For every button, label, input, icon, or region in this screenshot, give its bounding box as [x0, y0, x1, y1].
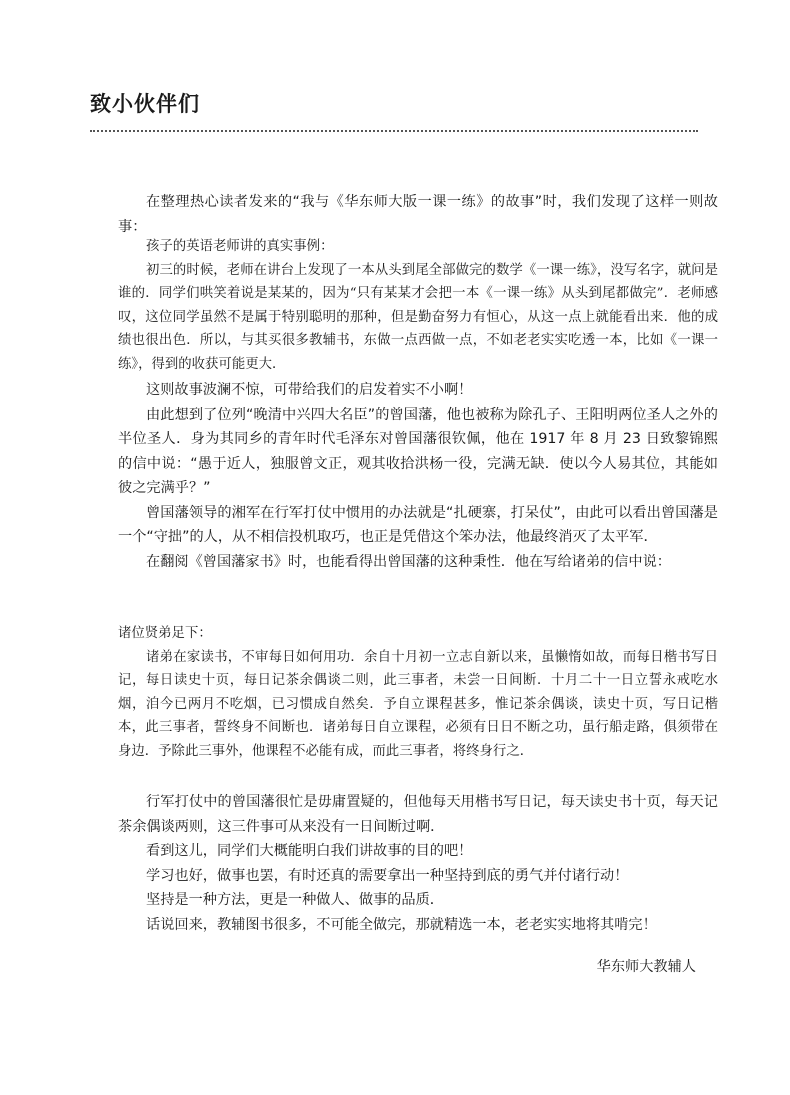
paragraph-persistence: 坚持是一种方法，更是一种做人、做事的品质． — [146, 892, 444, 908]
paragraph-family-letters: 在翻阅《曾国藩家书》时，也能看得出曾国藩的这种秉性．他在写给诸弟的信中说： — [146, 553, 671, 570]
page-title: 致小伙伴们 — [90, 92, 200, 116]
paragraph-zeng-guofan: 由此想到了位列“晚清中兴四大名臣”的曾国藩，他也被称为除孔子、王阳明两位圣人之外的半位圣人．身为其同乡的青年时代毛泽东对曾国藩很钦佩，他在 1917 年 8 月 23 日致黎锦熙的信中说：“愚于近人，独服曾文正，观其收拾洪杨一役，完满无缺．使以今人易其位，其能如彼之完满乎？” — [118, 406, 718, 496]
reader-story-quote — [118, 235, 718, 376]
paragraph-reflection: 这则故事波澜不惊，可带给我们的启发着实不小啊！ — [146, 382, 473, 398]
letter-body: 诸弟在家读书，不审每日如何用功．余自十月初一立志自新以来，虽懒惰如故，而每日楷书写日记，每日读史十页，每日记茶余偶谈二则，此三事者，未尝一日间断．十月二十一日立誓永戒吃水烟，洎今已两月不吃烟，已习惯成自然矣．予自立课程甚多，惟记茶余偶谈，读史十页，写日记楷本，此三事者，誓终身不间断也．诸弟每日自立课程，必须有日日不断之功，虽行船走路，俱须带在身边．予除此三事外，他课程不必能有成，而此三事者，将终身行之． — [118, 649, 718, 759]
intro-paragraph: 在整理热心读者发来的“我与《华东师大版一课一练》的故事”时，我们发现了这样一则故事： — [118, 194, 718, 235]
commentary-block-2 — [118, 790, 718, 937]
story-body: 初三的时候，老师在讲台上发现了一本从头到尾全部做完的数学《一课一练》，没写名字，就问是谁的．同学们哄笑着说是某某的，因为“只有某某才会把一本《一课一练》从头到尾都做完”．老师感叹，这位同学虽然不是属于特别聪明的那种，但是勤奋努力有恒心，从这一点上就能看出来．他的成绩也很出色．所以，与其买很多教辅书，东做一点西做一点，不如老老实实吃透一本，比如《一课一练》，得到的收获可能更大． — [118, 262, 718, 372]
dotted-divider — [90, 130, 698, 132]
signature: 华东师大教辅人 — [596, 959, 696, 975]
paragraph-purpose: 看到这儿，同学们大概能明白我们讲故事的目的吧！ — [146, 843, 473, 859]
paragraph-daily-habits: 行军打仗中的曾国藩很忙是毋庸置疑的，但他每天用楷书写日记，每天读史书十页，每天记茶余偶谈两则，这三件事可从来没有一日间断过啊． — [118, 794, 718, 835]
story-heading: 孩子的英语老师讲的真实事例： — [146, 239, 334, 254]
paragraph-xiang-army: 曾国藩领导的湘军在行军打仗中惯用的办法就是“扎硬寨，打呆仗”，由此可以看出曾国藩是一个“守拙”的人，从不相信投机取巧，也正是凭借这个笨办法，他最终消灭了太平军． — [118, 504, 718, 545]
letter-salutation: 诸位贤弟足下： — [118, 626, 212, 641]
commentary-block-1 — [118, 378, 718, 574]
paragraph-conclusion: 话说回来，教辅图书很多，不可能全做完，那就精选一本，老老实实地将其啃完！ — [146, 916, 657, 933]
paragraph-courage: 学习也好，做事也罢，有时还真的需要拿出一种坚持到底的勇气并付诸行动！ — [146, 867, 629, 884]
family-letter-quote — [118, 622, 718, 763]
intro-block — [118, 190, 718, 239]
